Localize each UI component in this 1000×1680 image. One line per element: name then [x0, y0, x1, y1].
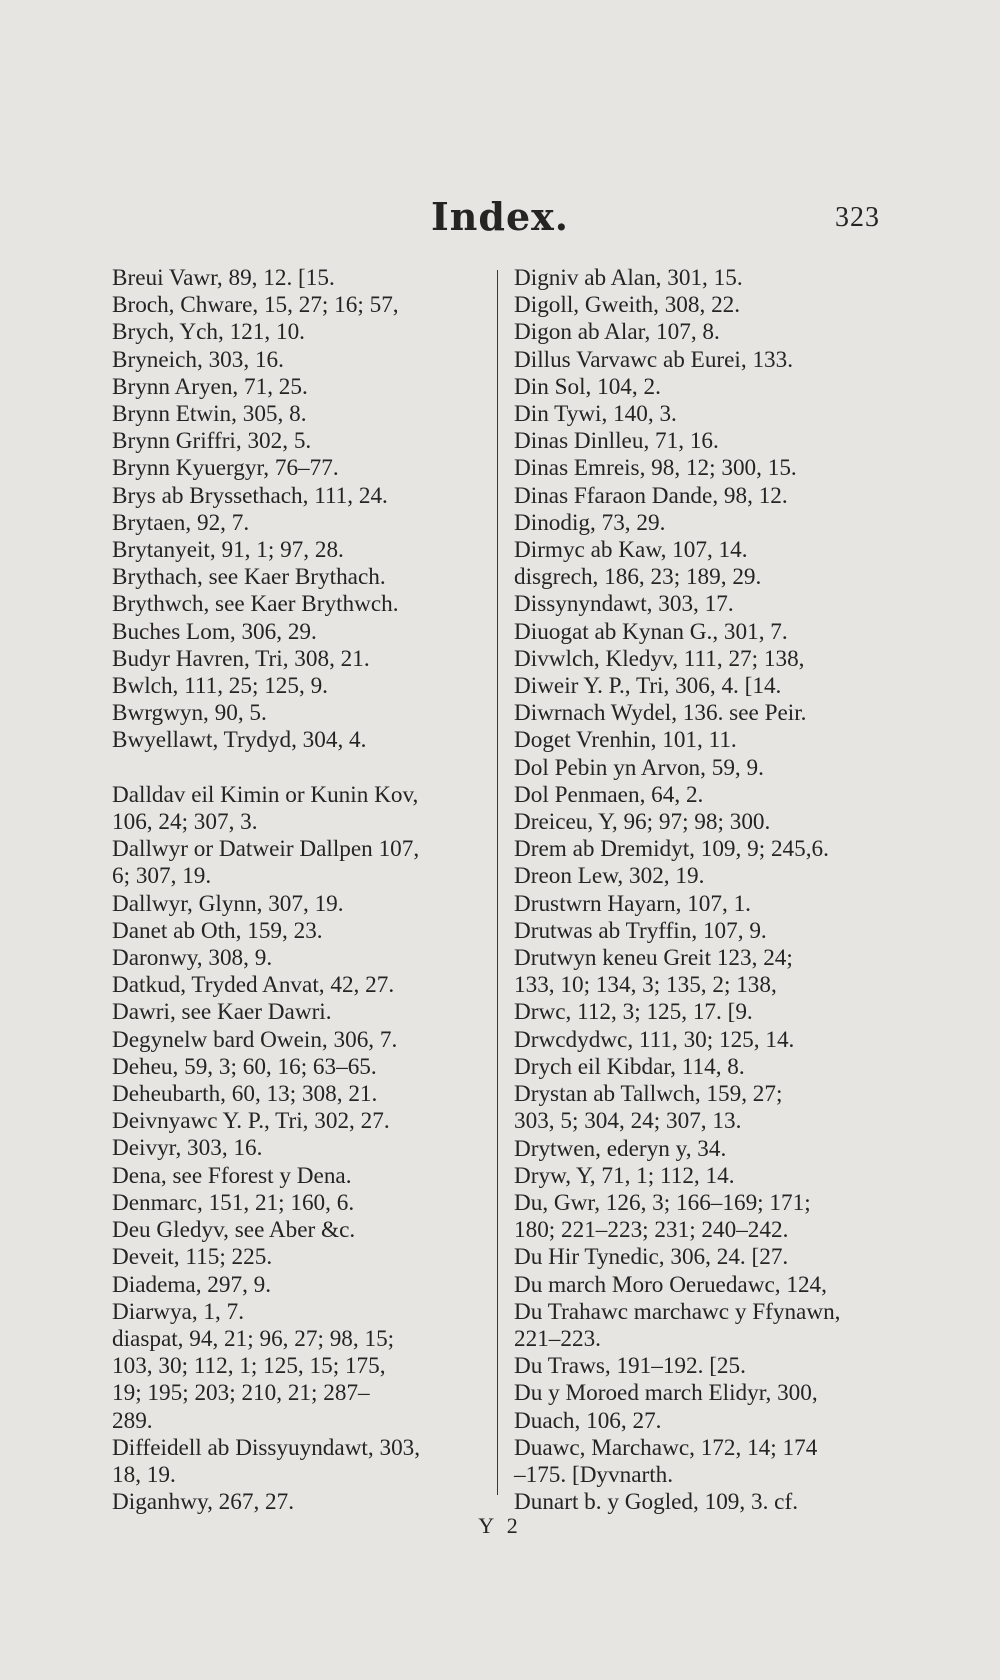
index-entry: Brytanyeit, 91, 1; 97, 28. — [112, 537, 344, 564]
index-entry: Du march Moro Oeruedawc, 124, — [514, 1271, 827, 1298]
index-column-left — [112, 265, 482, 1516]
index-entry: Broch, Chware, 15, 27; 16; 57, — [112, 292, 399, 319]
index-entry: Deivyr, 303, 16. — [112, 1135, 263, 1162]
index-entry: Bwyellawt, Trydyd, 304, 4. — [112, 727, 367, 754]
index-column-right — [514, 265, 884, 1516]
index-entry: Dinas Ffaraon Dande, 98, 12. — [514, 482, 788, 509]
index-entry: Deheubarth, 60, 13; 308, 21. — [112, 1081, 378, 1108]
index-entry: Dawri, see Kaer Dawri. — [112, 999, 332, 1026]
index-entry: Du Trahawc marchawc y Ffynawn, — [514, 1298, 841, 1325]
index-entry: Dalldav eil Kimin or Kunin Kov, — [112, 781, 419, 808]
index-entry: Drwcdydwc, 111, 30; 125, 14. — [514, 1026, 795, 1053]
index-entry: Brytaen, 92, 7. — [112, 509, 250, 536]
index-entry: diaspat, 94, 21; 96, 27; 98, 15; — [112, 1325, 395, 1352]
index-entry: Drych eil Kibdar, 114, 8. — [514, 1053, 745, 1080]
index-entry: Deivnyawc Y. P., Tri, 302, 27. — [112, 1108, 390, 1135]
index-entry: disgrech, 186, 23; 189, 29. — [514, 564, 762, 591]
index-entry: Dallwyr or Datweir Dallpen 107, — [112, 836, 420, 863]
column-divider — [497, 270, 498, 1495]
index-entry: Drustwrn Hayarn, 107, 1. — [514, 890, 751, 917]
index-entry: Dol Pebin yn Arvon, 59, 9. — [514, 754, 764, 781]
signature-mark: Y 2 — [478, 1513, 522, 1538]
index-entry: Brynn Kyuergyr, 76–77. — [112, 455, 339, 482]
index-entry: Brys ab Bryssethach, 111, 24. — [112, 482, 388, 509]
index-entry: Dryw, Y, 71, 1; 112, 14. — [514, 1162, 735, 1189]
index-entry: Divwlch, Kledyv, 111, 27; 138, — [514, 645, 805, 672]
index-entry: Du Traws, 191–192. [25. — [514, 1353, 746, 1380]
index-entry: Dissynyndawt, 303, 17. — [514, 591, 734, 618]
index-entry: Diweir Y. P., Tri, 306, 4. [14. — [514, 673, 782, 700]
index-entry: Brynn Aryen, 71, 25. — [112, 373, 308, 400]
index-entry: Danet ab Oth, 159, 23. — [112, 917, 323, 944]
index-entry: Datkud, Tryded Anvat, 42, 27. — [112, 972, 395, 999]
index-entry: Digniv ab Alan, 301, 15. — [514, 265, 743, 291]
index-entry: Degynelw bard Owein, 306, 7. — [112, 1026, 398, 1053]
index-entry: Buches Lom, 306, 29. — [112, 618, 317, 645]
index-entry: Drytwen, ederyn y, 34. — [514, 1135, 727, 1162]
index-entry: Digoll, Gweith, 308, 22. — [514, 292, 741, 319]
index-entry: 303, 5; 304, 24; 307, 13. — [514, 1108, 742, 1135]
index-entry: 106, 24; 307, 3. — [112, 809, 258, 836]
index-entry: Deveit, 115; 225. — [112, 1244, 273, 1271]
index-entry: Dallwyr, Glynn, 307, 19. — [112, 890, 344, 917]
index-entry: Drem ab Dremidyt, 109, 9; 245,6. — [514, 836, 829, 863]
index-entry: Deu Gledyv, see Aber &c. — [112, 1217, 356, 1244]
index-entry: Denmarc, 151, 21; 160, 6. — [112, 1189, 355, 1216]
index-entry: Dinas Emreis, 98, 12; 300, 15. — [514, 455, 797, 482]
index-entry: Deheu, 59, 3; 60, 16; 63–65. — [112, 1053, 377, 1080]
index-entry: Brythwch, see Kaer Brythwch. — [112, 591, 399, 618]
index-entry: Budyr Havren, Tri, 308, 21. — [112, 645, 370, 672]
index-entry: Brythach, see Kaer Brythach. — [112, 564, 386, 591]
index-entry: Drutwyn keneu Greit 123, 24; — [514, 945, 793, 972]
index-entry: Diganhwy, 267, 27. — [112, 1489, 295, 1516]
index-entry: Dinas Dinlleu, 71, 16. — [514, 428, 719, 455]
index-entry: Din Tywi, 140, 3. — [514, 401, 677, 428]
index-entry: Daronwy, 308, 9. — [112, 945, 273, 972]
index-entry: Breui Vawr, 89, 12. [15. — [112, 265, 335, 291]
index-entry: 6; 307, 19. — [112, 863, 212, 890]
index-entry: Duawc, Marchawc, 172, 14; 174 — [514, 1434, 818, 1461]
index-entry: 180; 221–223; 231; 240–242. — [514, 1217, 789, 1244]
index-entry: Diuogat ab Kynan G., 301, 7. — [514, 618, 788, 645]
index-entry: –175. [Dyvnarth. — [514, 1461, 674, 1488]
index-entry: Bwlch, 111, 25; 125, 9. — [112, 673, 328, 700]
index-entry: Digon ab Alar, 107, 8. — [514, 319, 720, 346]
index-entry: Duach, 106, 27. — [514, 1407, 662, 1434]
index-entry: Dillus Varvawc ab Eurei, 133. — [514, 346, 794, 373]
index-entry: Dol Penmaen, 64, 2. — [514, 781, 704, 808]
index-entry: 221–223. — [514, 1325, 601, 1352]
index-entry: Drwc, 112, 3; 125, 17. [9. — [514, 999, 753, 1026]
index-entry: Diwrnach Wydel, 136. see Peir. — [514, 700, 807, 727]
index-entry: Dreon Lew, 302, 19. — [514, 863, 705, 890]
index-entry: Bryneich, 303, 16. — [112, 346, 284, 373]
index-entry: Diarwya, 1, 7. — [112, 1298, 245, 1325]
index-entry: Drutwas ab Tryffin, 107, 9. — [514, 917, 767, 944]
index-entry: Du Hir Tynedic, 306, 24. [27. — [514, 1244, 789, 1271]
index-entry: 289. — [112, 1407, 153, 1434]
index-entry: Du, Gwr, 126, 3; 166–169; 171; — [514, 1189, 811, 1216]
index-entry: Brynn Etwin, 305, 8. — [112, 401, 307, 428]
index-entry: 133, 10; 134, 3; 135, 2; 138, — [514, 972, 777, 999]
index-entry: Dinodig, 73, 29. — [514, 509, 666, 536]
index-entry: Dunart b. y Gogled, 109, 3. cf. — [514, 1489, 798, 1516]
index-entry: Brych, Ych, 121, 10. — [112, 319, 305, 346]
index-entry: Dena, see Fforest y Dena. — [112, 1162, 352, 1189]
index-entry: Dreiceu, Y, 96; 97; 98; 300. — [514, 809, 771, 836]
index-entry: Doget Vrenhin, 101, 11. — [514, 727, 737, 754]
index-entry: 18, 19. — [112, 1461, 176, 1488]
index-entry: Bwrgwyn, 90, 5. — [112, 700, 267, 727]
index-entry: 103, 30; 112, 1; 125, 15; 175, — [112, 1353, 386, 1380]
index-entry: Din Sol, 104, 2. — [514, 373, 661, 400]
index-entry — [112, 755, 482, 782]
index-entry: Brynn Griffri, 302, 5. — [112, 428, 312, 455]
page-number: 323 — [835, 202, 880, 233]
index-entry: 19; 195; 203; 210, 21; 287– — [112, 1380, 370, 1407]
index-entry: Diffeidell ab Dissyuyndawt, 303, — [112, 1434, 421, 1461]
index-entry: Dirmyc ab Kaw, 107, 14. — [514, 537, 748, 564]
index-entry: Diadema, 297, 9. — [112, 1271, 272, 1298]
index-entry: Drystan ab Tallwch, 159, 27; — [514, 1081, 783, 1108]
index-entry: Du y Moroed march Elidyr, 300, — [514, 1380, 818, 1407]
running-title: Index. — [430, 194, 570, 239]
